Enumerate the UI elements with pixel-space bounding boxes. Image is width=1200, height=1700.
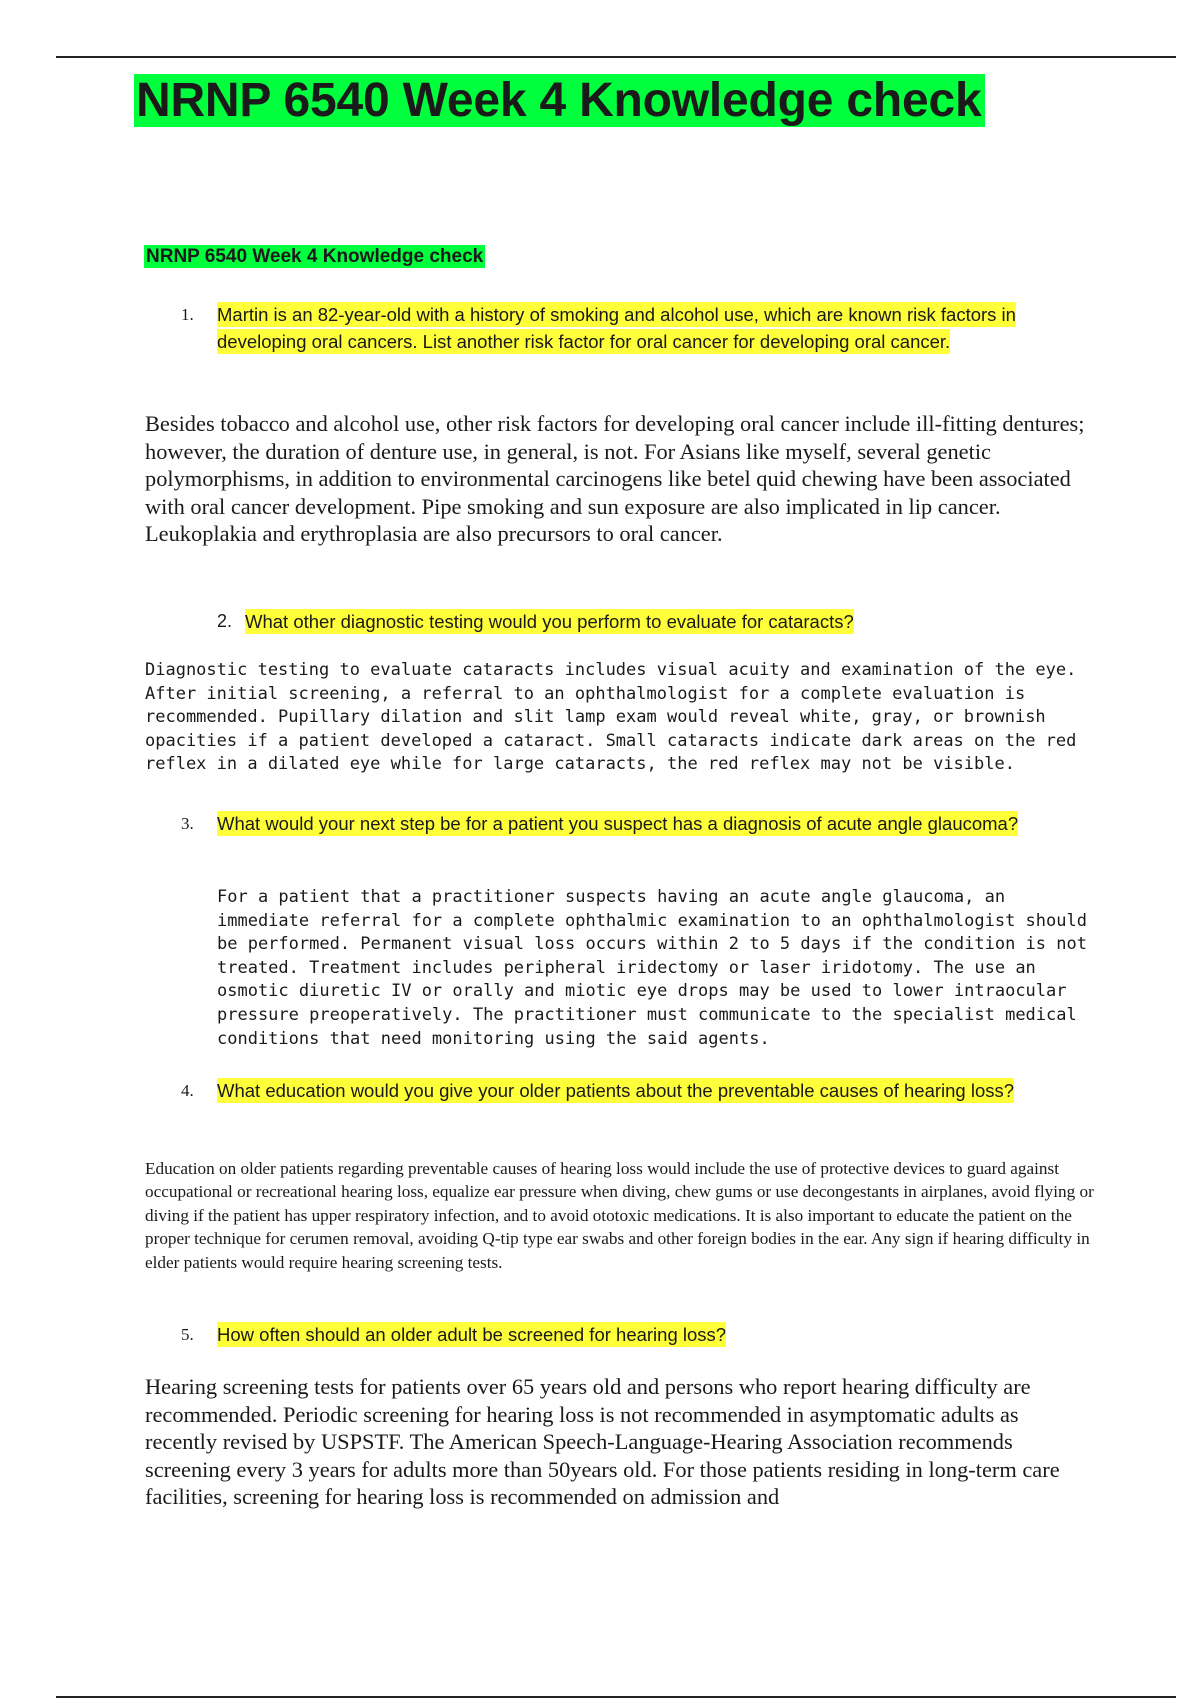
question-5 <box>181 1321 1077 1348</box>
page-bottom-rule <box>56 1696 1176 1698</box>
question-3 <box>181 810 1047 837</box>
question-4 <box>181 1077 1087 1104</box>
question-3-number: 3. <box>181 814 194 833</box>
question-4-number: 4. <box>181 1081 194 1100</box>
question-2-number: 2. <box>217 611 233 631</box>
answer-1: Besides tobacco and alcohol use, other risk factors for developing oral cancer include ill-fitting dentures; however, the duration of denture use, in general, is not. For Asians like myself, several genetic polymorphisms, in addition to environmental carcinogens like betel quid chewing have been associated with oral cancer development. Pipe smoking and sun exposure are also implicated in lip cancer. Leukoplakia and erythroplasia are also precursors to oral cancer. <box>145 411 1085 546</box>
question-1 <box>181 301 1077 355</box>
document-title <box>134 72 985 130</box>
answer-5: Hearing screening tests for patients over 65 years old and persons who report hearing difficulty are recommended. Periodic screening for hearing loss is not recommended in asymptomatic adults as recently revised by USPSTF. The American Speech-Language-Hearing Association recommends screening every 3 years for adults more than 50years old. For those patients residing in long-term care facilities, screening for hearing loss is recommended on admission and <box>145 1374 1060 1509</box>
document-subtitle-text: NRNP 6540 Week 4 Knowledge check <box>146 246 484 267</box>
question-3-text: What would your next step be for a patient you suspect has a diagnosis of acute angle glaucoma? <box>217 813 1019 834</box>
question-2 <box>217 608 1005 635</box>
question-5-number: 5. <box>181 1325 194 1344</box>
question-1-text: Martin is an 82-year-old with a history of smoking and alcohol use, which are known risk factors in developing oral cancers. List another risk factor for oral cancer for developing oral cancer. <box>217 304 1016 352</box>
question-5-text: How often should an older adult be screened for hearing loss? <box>217 1324 727 1345</box>
answer-3: For a patient that a practitioner suspects having an acute angle glaucoma, an immediate referral for a complete ophthalmic examination to an ophthalmologist should be performed. Permanent visual loss occurs within 2 to 5 days if the condition is not treated. Treatment includes peripheral iridectomy or laser iridotomy. The use an osmotic diuretic IV or orally and miotic eye drops may be used to lower intraocular pressure preoperatively. The practitioner must communicate to the specialist medical conditions that need monitoring using the said agents. <box>217 887 1087 1049</box>
page-top-rule <box>56 56 1176 58</box>
document-title-text: NRNP 6540 Week 4 Knowledge check <box>134 74 985 127</box>
answer-4: Education on older patients regarding preventable causes of hearing loss would include the use of protective devices to guard against occupational or recreational hearing loss, equalize ear pressure when diving, chew gums or use decongestants in airplanes, avoid flying or diving if the patient has upper respiratory infection, and to avoid ototoxic medications. It is also important to educate the patient on the proper technique for cerumen removal, avoiding Q-tip type ear swabs and other foreign bodies in the ear. Any sign if hearing difficulty in elder patients would require hearing screening tests. <box>145 1159 1094 1272</box>
question-4-text: What education would you give your older patients about the preventable causes of hearing loss? <box>217 1080 1015 1101</box>
question-2-text: What other diagnostic testing would you perform to evaluate for cataracts? <box>245 611 854 632</box>
document-subtitle <box>144 244 485 270</box>
answer-2: Diagnostic testing to evaluate cataracts includes visual acuity and examination of the eye. After initial screening, a referral to an ophthalmologist for a complete evaluation is recommended. Pupillary dilation and slit lamp exam would reveal white, gray, or brownish opacities if a patient developed a cataract. Small cataracts indicate dark areas on the red reflex in a dilated eye while for large cataracts, the red reflex may not be visible. <box>145 660 1077 775</box>
question-1-number: 1. <box>181 305 194 324</box>
